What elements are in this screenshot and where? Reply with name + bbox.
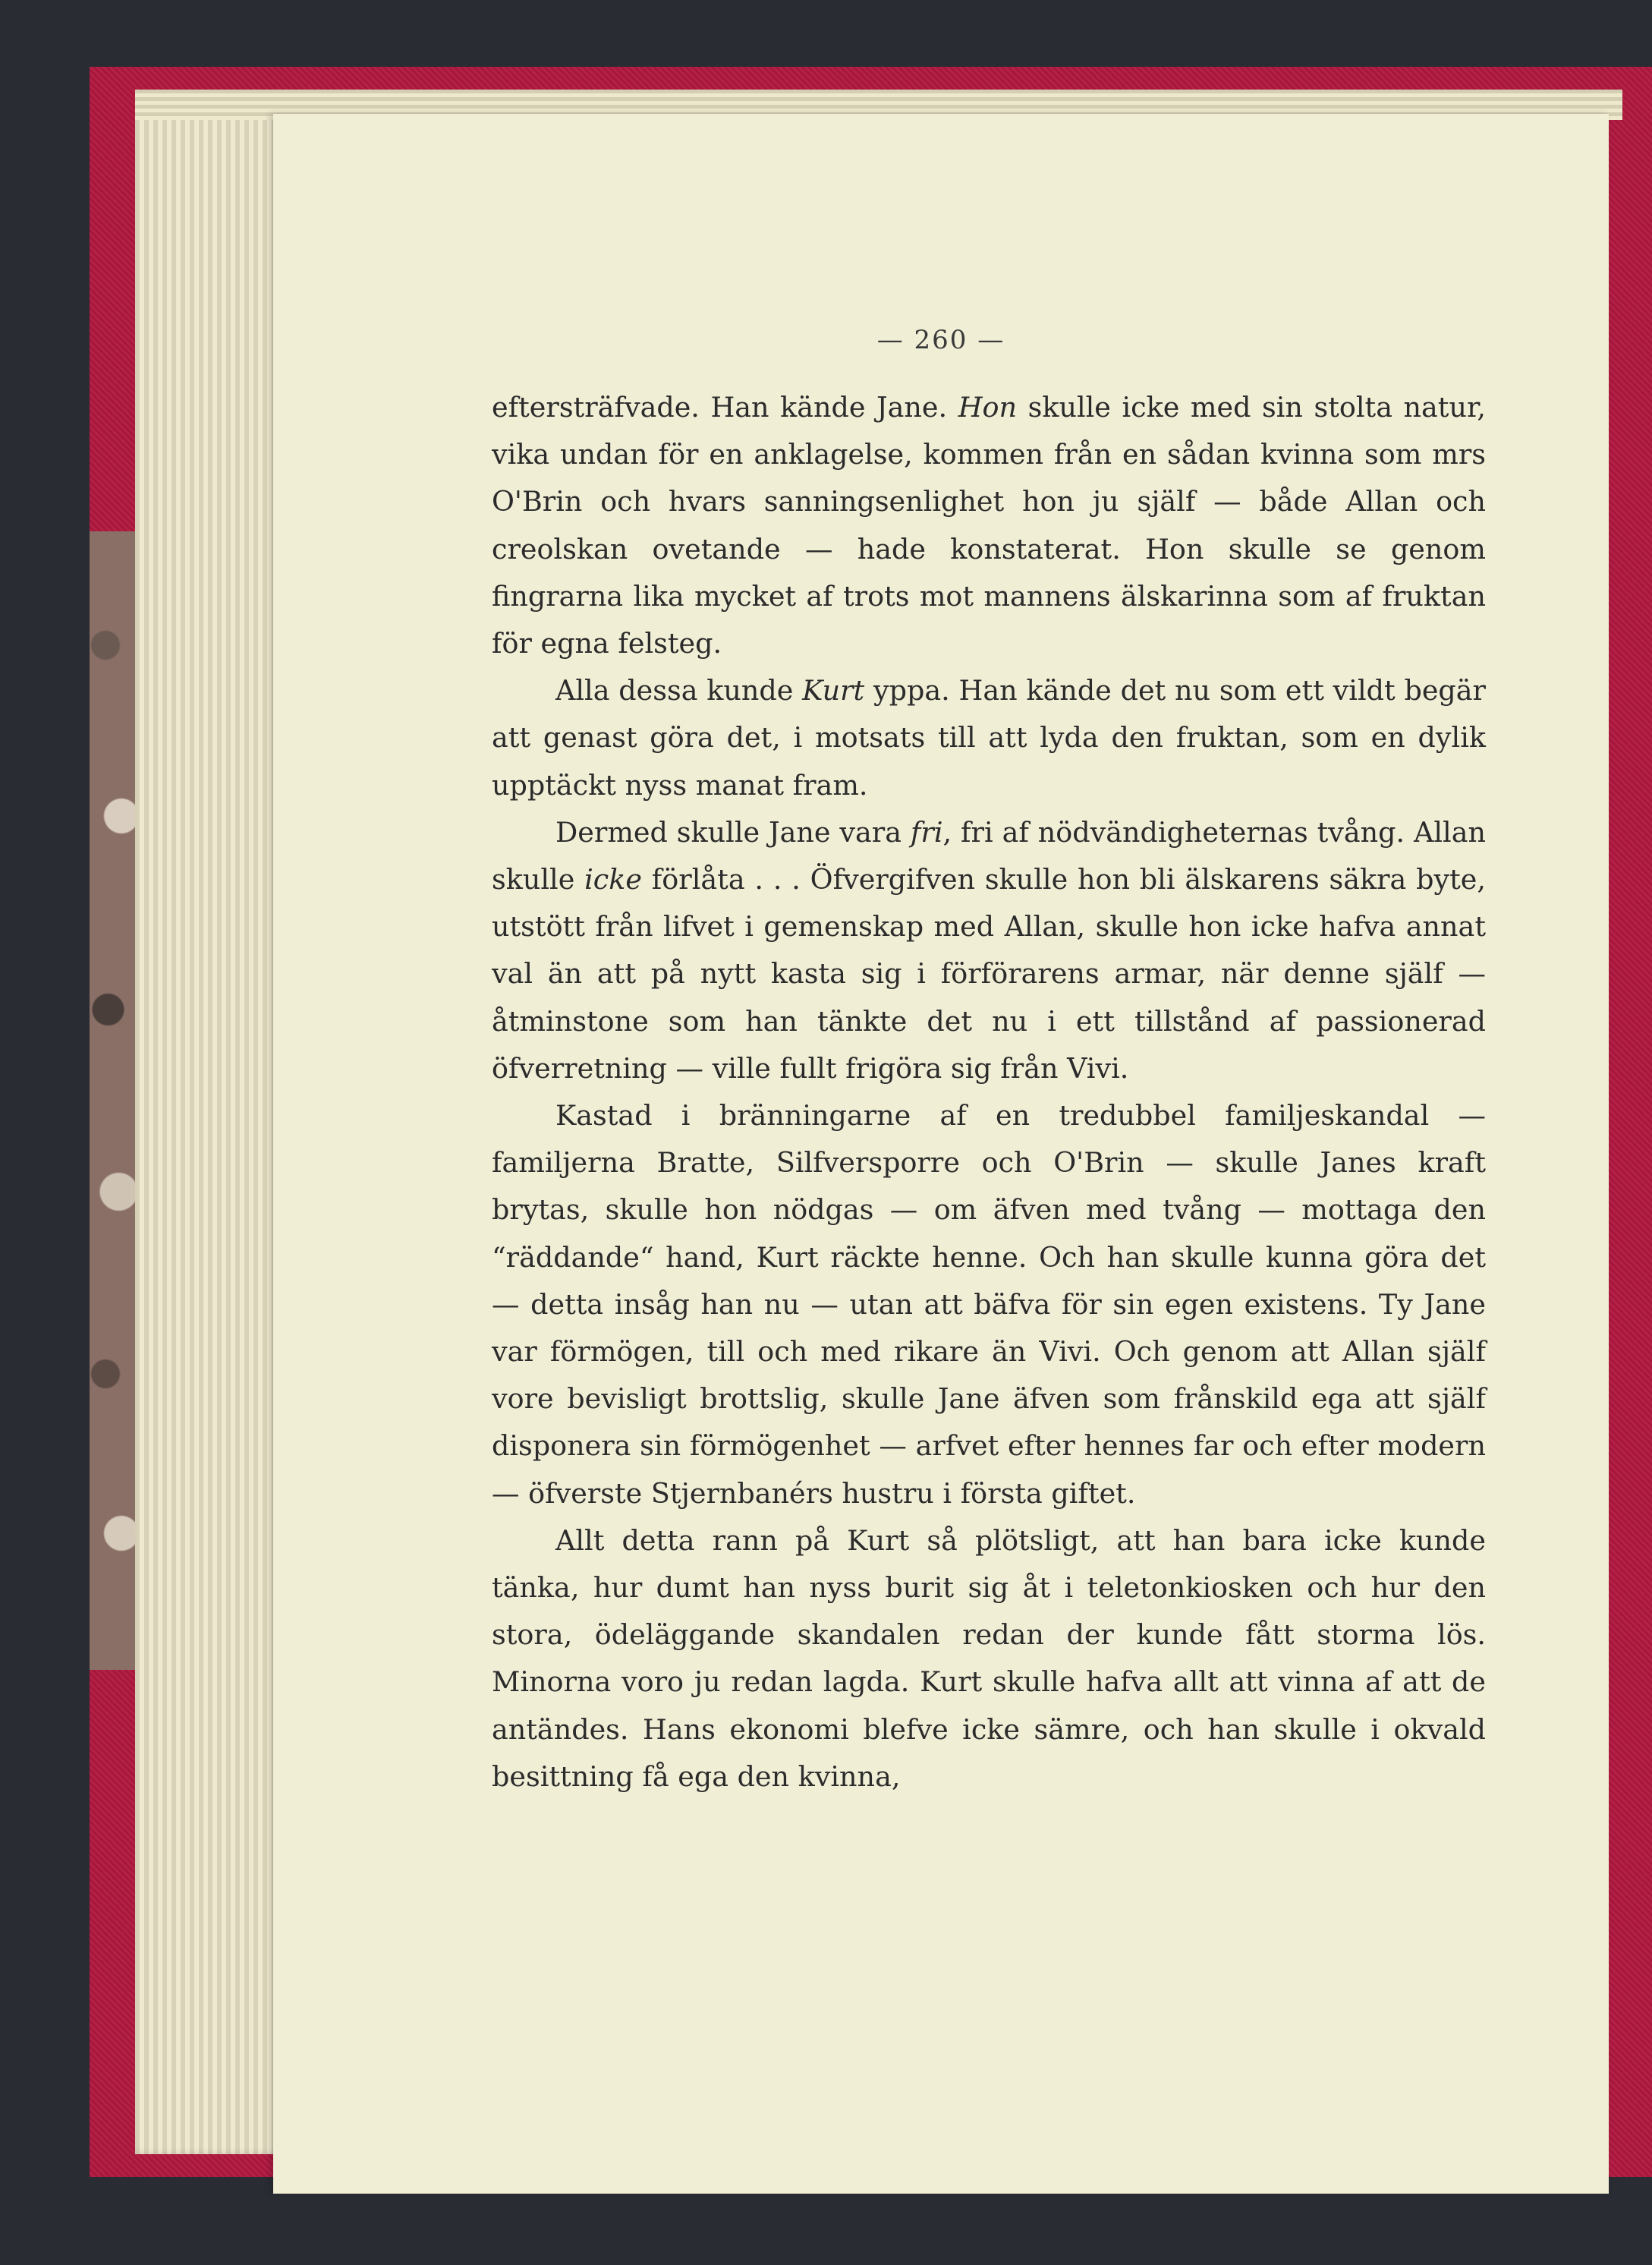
text-segment: förlåta . . . Öfvergifven skulle hon bli älskarens säkra byte, utstött från lifvet i gemenskap med Allan, skulle hon icke hafva annat val än att på nytt kasta sig i förförarens armar, när denne själf — åtminstone som han tänkte det nu i ett tillstånd af passionerad öfverretning — ville fullt frigöra sig från Vivi. <box>492 863 1486 1085</box>
italic-text: fri <box>910 815 943 849</box>
paragraph <box>492 1092 1486 1517</box>
text-segment: , fri af nödvändigheternas tvång. Allan skulle <box>492 815 1486 896</box>
paragraph <box>492 384 1486 667</box>
paragraph <box>492 667 1486 809</box>
body-text <box>492 384 1486 1800</box>
page-number: — 260 — <box>876 325 1005 355</box>
text-segment: skulle icke med sin stolta natur, vika undan för en anklagelse, kommen från en sådan kvinna som mrs O'Brin och hvars sanningsenlighet hon ju själf — både Allan och creolskan ovetande — hade konstaterat. Hon skulle se genom fingrarna lika mycket af trots mot mannens älskarinna som af fruktan för egna felsteg. <box>492 391 1486 660</box>
italic-text: Hon <box>958 391 1018 424</box>
italic-text: icke <box>584 863 642 896</box>
paragraph <box>492 1517 1486 1800</box>
text-segment: Dermed skulle Jane vara <box>555 815 911 849</box>
text-segment: Allt detta rann på Kurt så plötsligt, att han bara icke kunde tänka, hur dumt han nyss burit sig åt i teletonkiosken och hur den stora, ödeläggande skandalen redan der kunde fått storma lös. Minorna voro ju redan lagda. Kurt skulle hafva allt att vinna af att de antändes. Hans ekonomi blefve icke sämre, och han skulle i okvald besittning få ega den kvinna, <box>492 1523 1486 1793</box>
text-segment: eftersträfvade. Han kände Jane. <box>492 391 958 424</box>
book-page <box>273 114 1609 2194</box>
text-segment: Kastad i bränningarne af en tredubbel familjeskandal — familjerna Bratte, Silfversporre och O'Brin — skulle Janes kraft brytas, skulle hon nödgas — om äfven med tvång — mottaga den “räddande“ hand, Kurt räckte henne. Och han skulle kunna göra det — detta insåg han nu — utan att bäfva för sin egen existens. Ty Jane var förmögen, till och med rikare än Vivi. Och genom att Allan själf vore bevisligt brottslig, skulle Jane äfven som frånskild ega att själf disponera sin förmögenhet — arfvet efter hennes far och efter modern — öfverste Stjernbanérs hustru i första giftet. <box>492 1099 1486 1510</box>
text-segment: yppa. Han kände det nu som ett vildt begär att genast göra det, i motsats till att lyda den fruktan, som en dylik upptäckt nyss manat fram. <box>492 674 1486 802</box>
page-block-edge <box>135 90 287 2154</box>
paragraph <box>492 809 1486 1092</box>
text-segment: Alla dessa kunde <box>555 674 803 707</box>
italic-text: Kurt <box>802 674 865 707</box>
